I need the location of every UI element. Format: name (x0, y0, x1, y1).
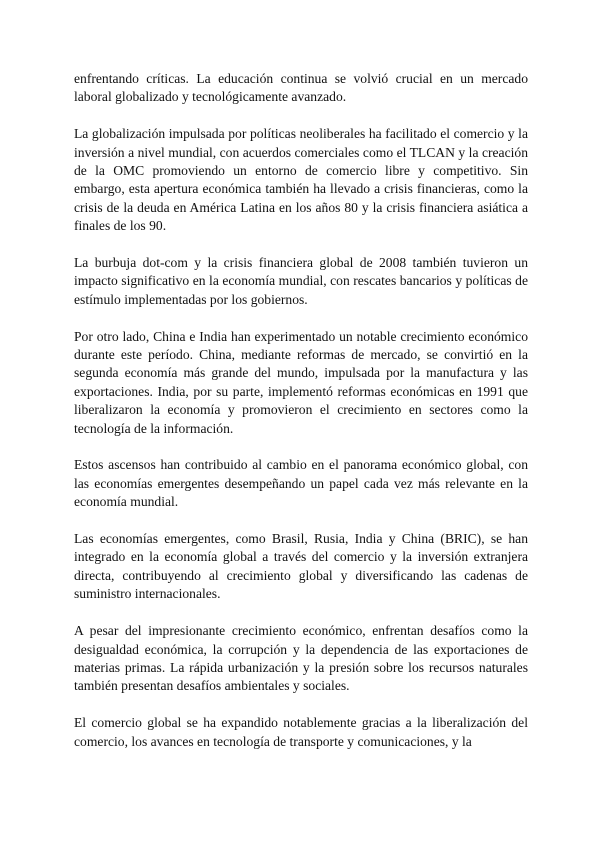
paragraph-4: Por otro lado, China e India han experimentado un notable crecimiento económico durante este período. China, mediante reformas de mercado, se convirtió en la segunda economía más grande del mundo, impulsada por la manufactura y las exportaciones. India, por su parte, implementó reformas económicas en 1991 que liberalizaron la economía y promovieron el crecimiento en sectores como la tecnología de la información. (74, 328, 528, 436)
paragraph-2: La globalización impulsada por políticas neoliberales ha facilitado el comercio y la inversión a nivel mundial, con acuerdos comerciales como el TLCAN y la creación de la OMC promoviendo un entorno de comercio libre y competitivo. Sin embargo, esta apertura económica también ha llevado a crisis financieras, como la crisis de la deuda en América Latina en los años 80 y la crisis financiera asiática a finales de los 90. (74, 126, 528, 234)
document-body (74, 70, 528, 751)
paragraph-5: Estos ascensos han contribuido al cambio en el panorama económico global, con las economías emergentes desempeñando un papel cada vez más relevante en la economía mundial. (74, 457, 528, 510)
paragraph-6: Las economías emergentes, como Brasil, Rusia, India y China (BRIC), se han integrado en la economía global a través del comercio y la inversión extranjera directa, contribuyendo al crecimiento global y diversificando las cadenas de suministro internacionales. (74, 531, 528, 602)
paragraph-7: A pesar del impresionante crecimiento económico, enfrentan desafíos como la desigualdad económica, la corrupción y la dependencia de las exportaciones de materias primas. La rápida urbanización y la presión sobre los recursos naturales también presentan desafíos ambientales y sociales. (74, 623, 528, 694)
paragraph-8: El comercio global se ha expandido notablemente gracias a la liberalización del comercio, los avances en tecnología de transporte y comunicaciones, y la (74, 715, 528, 749)
paragraph-1: enfrentando críticas. La educación continua se volvió crucial en un mercado laboral globalizado y tecnológicamente avanzado. (74, 71, 528, 105)
paragraph-3: La burbuja dot-com y la crisis financiera global de 2008 también tuvieron un impacto significativo en la economía mundial, con rescates bancarios y políticas de estímulo implementadas por los gobiernos. (74, 255, 528, 307)
